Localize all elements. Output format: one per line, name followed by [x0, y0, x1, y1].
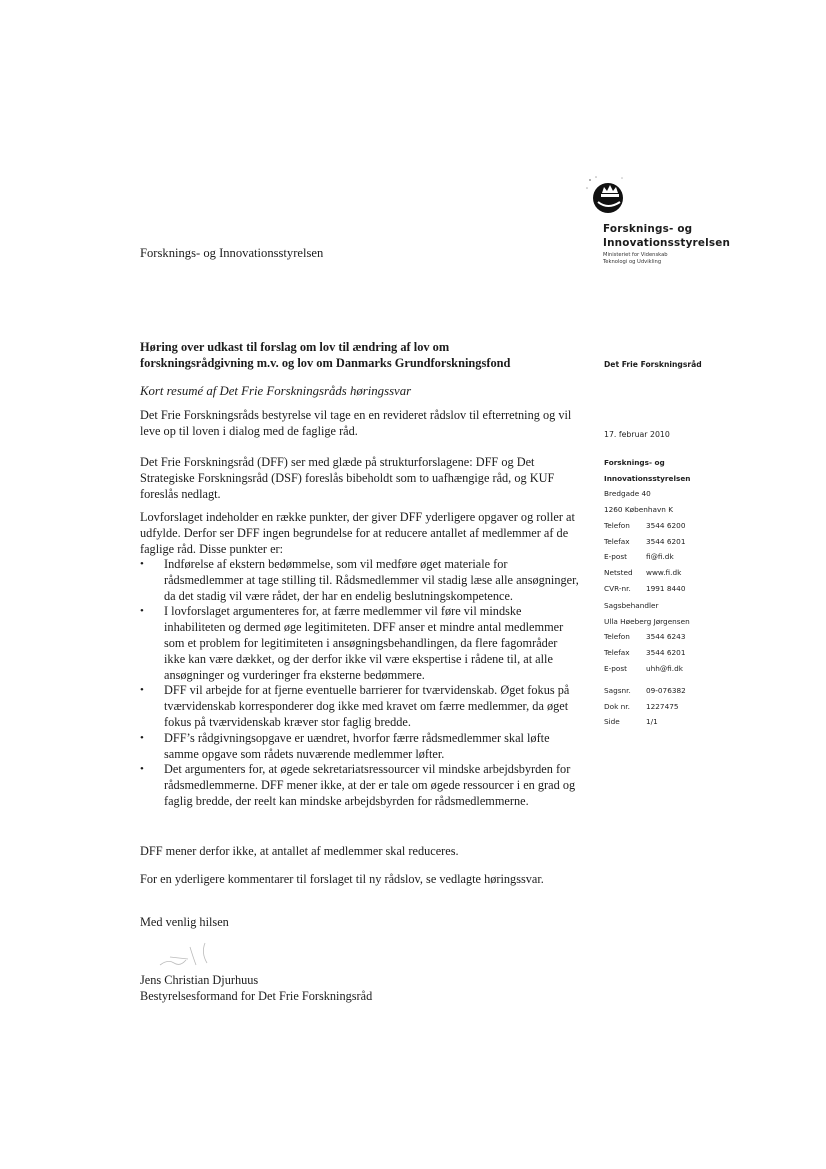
sender-address [604, 455, 690, 596]
contact-label: CVR-nr. [604, 583, 631, 593]
logo-ministry-line2: Teknologi og Udvikling [603, 259, 662, 265]
ref-value: 1227475 [646, 701, 679, 711]
ref-label: Sagsnr. [604, 686, 631, 695]
contact-value: 3544 6243 [646, 632, 686, 642]
paragraph-5 [140, 872, 580, 888]
greeting [140, 915, 580, 931]
list-item: • DFF’s rådgivningsopgave er uændret, hvorfor færre rådsmedlemmer skal løfte samme opgave som rådets nuværende medlemmer løfter. [140, 731, 580, 763]
paragraph-4 [140, 844, 580, 860]
contact-label: Telefon [604, 520, 630, 530]
contact-value: 1991 8440 [646, 583, 686, 593]
recipient: Forsknings- og Innovationsstyrelsen [140, 246, 324, 260]
paragraph-5-text: For en yderligere kommentarer til forslaget til ny rådslov, se vedlagte høringssvar. [140, 872, 544, 886]
ref-value: 1/1 [646, 717, 658, 727]
paragraph-3-text: Lovforslaget indeholder en række punkter, der giver DFF yderligere opgaver og roller at udfylde. Derfor ser DFF ingen begrundelse for at reducere antallet af medlemmer af de faglige råd. Disse punkter er: [140, 510, 575, 556]
contact-row [604, 565, 690, 581]
contact-label: Telefon [604, 632, 630, 642]
list-item: • Indførelse af ekstern bedømmelse, som vil medføre øget materiale for rådsmedlemmer at tage stilling til. Rådsmedlemmer vil stadig læse alle ansøgninger, da det stadig vil være rådet, der har en endelig beslutningskompetence. [140, 557, 580, 604]
contact-label: E-post [604, 552, 628, 562]
case-handler [604, 598, 690, 677]
contact-value: www.fi.dk [646, 567, 682, 577]
contact-row [604, 518, 690, 534]
address-street: Bredgade 40 [604, 489, 651, 499]
contact-value: 3544 6201 [646, 648, 686, 658]
logo-wordmark [603, 222, 730, 250]
paragraph-1 [140, 408, 580, 440]
contact-row [604, 645, 690, 661]
subject-line2: forskningsrådgivning m.v. og lov om Danmarks Grundforskningsfond [140, 355, 511, 370]
logo-ministry-line1: Ministeriet for Videnskab [603, 252, 668, 258]
signer-title [140, 989, 580, 1005]
paragraph-4-text: DFF mener derfor ikke, at antallet af medlemmer skal reduceres. [140, 844, 459, 858]
list-item: • I lovforslaget argumenteres for, at færre medlemmer vil føre vil mindske inhabiliteten og dermed øge legitimiteten. DFF anser et mindre antal medlemmer som et problem for legitimiteten i ansøgningsbehandlingen, da flere fagområder ikke kan være dækket, og der derfor ikke vil være ekspertise i rådene til, at alle ansøgninger og vurderinger fra eksterne bedømmere. [140, 604, 580, 683]
summary-title: Kort resumé af Det Frie Forskningsråds høringssvar [140, 384, 412, 398]
paragraph-2-text: Det Frie Forskningsråd (DFF) ser med glæde på strukturforslagene: DFF og Det Strategiske Forskningsråd (DSF) foreslås bibeholdt som to uafhængige råd, og KUF foreslås nedlagt. [140, 455, 555, 501]
signer-name [140, 973, 580, 989]
contact-row [604, 549, 690, 565]
list-item: • DFF vil arbejde for at fjerne eventuelle barrierer for tværvidenskab. Øget fokus på tværvidenskab korresponderer dog ikke med kravet om færre medlemmer, da øget fokus på tværvidenskab kræver stor faglig bredde. [140, 683, 580, 730]
contact-row [604, 629, 690, 645]
document-reference [604, 683, 686, 730]
bullet-list [140, 557, 580, 810]
contact-row [604, 661, 690, 677]
letter-date: 17. februar 2010 [604, 430, 670, 439]
crown-logo-icon [582, 172, 630, 220]
paragraph-2 [140, 455, 580, 502]
subject-heading [140, 340, 510, 371]
handler-name: Ulla Høeberg Jørgensen [604, 616, 690, 626]
list-item: • Det argumenters for, at øgede sekretariatsressourcer vil mindske arbejdsbyrden for rådsmedlemmerne. DFF mener ikke, at der er tale om øgede ressourcer i en grad og faglig bredde, der reelt kan mindske arbejdsbyrden for rådsmedlemmerne. [140, 762, 580, 809]
contact-value: uhh@fi.dk [646, 663, 683, 673]
contact-label: Telefax [604, 536, 630, 546]
contact-value: fi@fi.dk [646, 552, 674, 562]
contact-label: Netsted [604, 567, 633, 577]
ref-row [604, 683, 686, 699]
subject-line1: Høring over udkast til forslag om lov til ændring af lov om [140, 340, 450, 354]
contact-value: 3544 6200 [646, 520, 686, 530]
logo-name-line1: Forsknings- og [603, 223, 693, 235]
ref-label: Side [604, 717, 620, 727]
paragraph-1-text: Det Frie Forskningsråds bestyrelse vil tage en en revideret rådslov til efterretning og vil leve op til loven i dialog med de faglige råd. [140, 408, 572, 438]
address-org-line2: Innovationsstyrelsen [604, 473, 691, 483]
sidebar-org: Det Frie Forskningsråd [604, 360, 702, 369]
signer-title-text: Bestyrelsesformand for Det Frie Forskningsråd [140, 989, 373, 1003]
contact-label: E-post [604, 663, 628, 673]
ref-row [604, 714, 686, 730]
ref-label: Dok nr. [604, 701, 630, 711]
address-org-line1: Forsknings- og [604, 458, 665, 467]
greeting-text: Med venlig hilsen [140, 915, 229, 929]
logo-name-line2: Innovationsstyrelsen [603, 237, 731, 249]
contact-row [604, 534, 690, 550]
ref-row [604, 699, 686, 715]
signer-name-text: Jens Christian Djurhuus [140, 973, 259, 987]
contact-value: 3544 6201 [646, 536, 686, 546]
logo-ministry [603, 252, 668, 266]
contact-row [604, 581, 690, 597]
handler-label: Sagsbehandler [604, 601, 659, 610]
contact-label: Telefax [604, 648, 630, 658]
address-city: 1260 København K [604, 505, 674, 515]
paragraph-3 [140, 510, 580, 557]
ref-value: 09-076382 [646, 686, 686, 695]
signature-icon [150, 935, 270, 975]
